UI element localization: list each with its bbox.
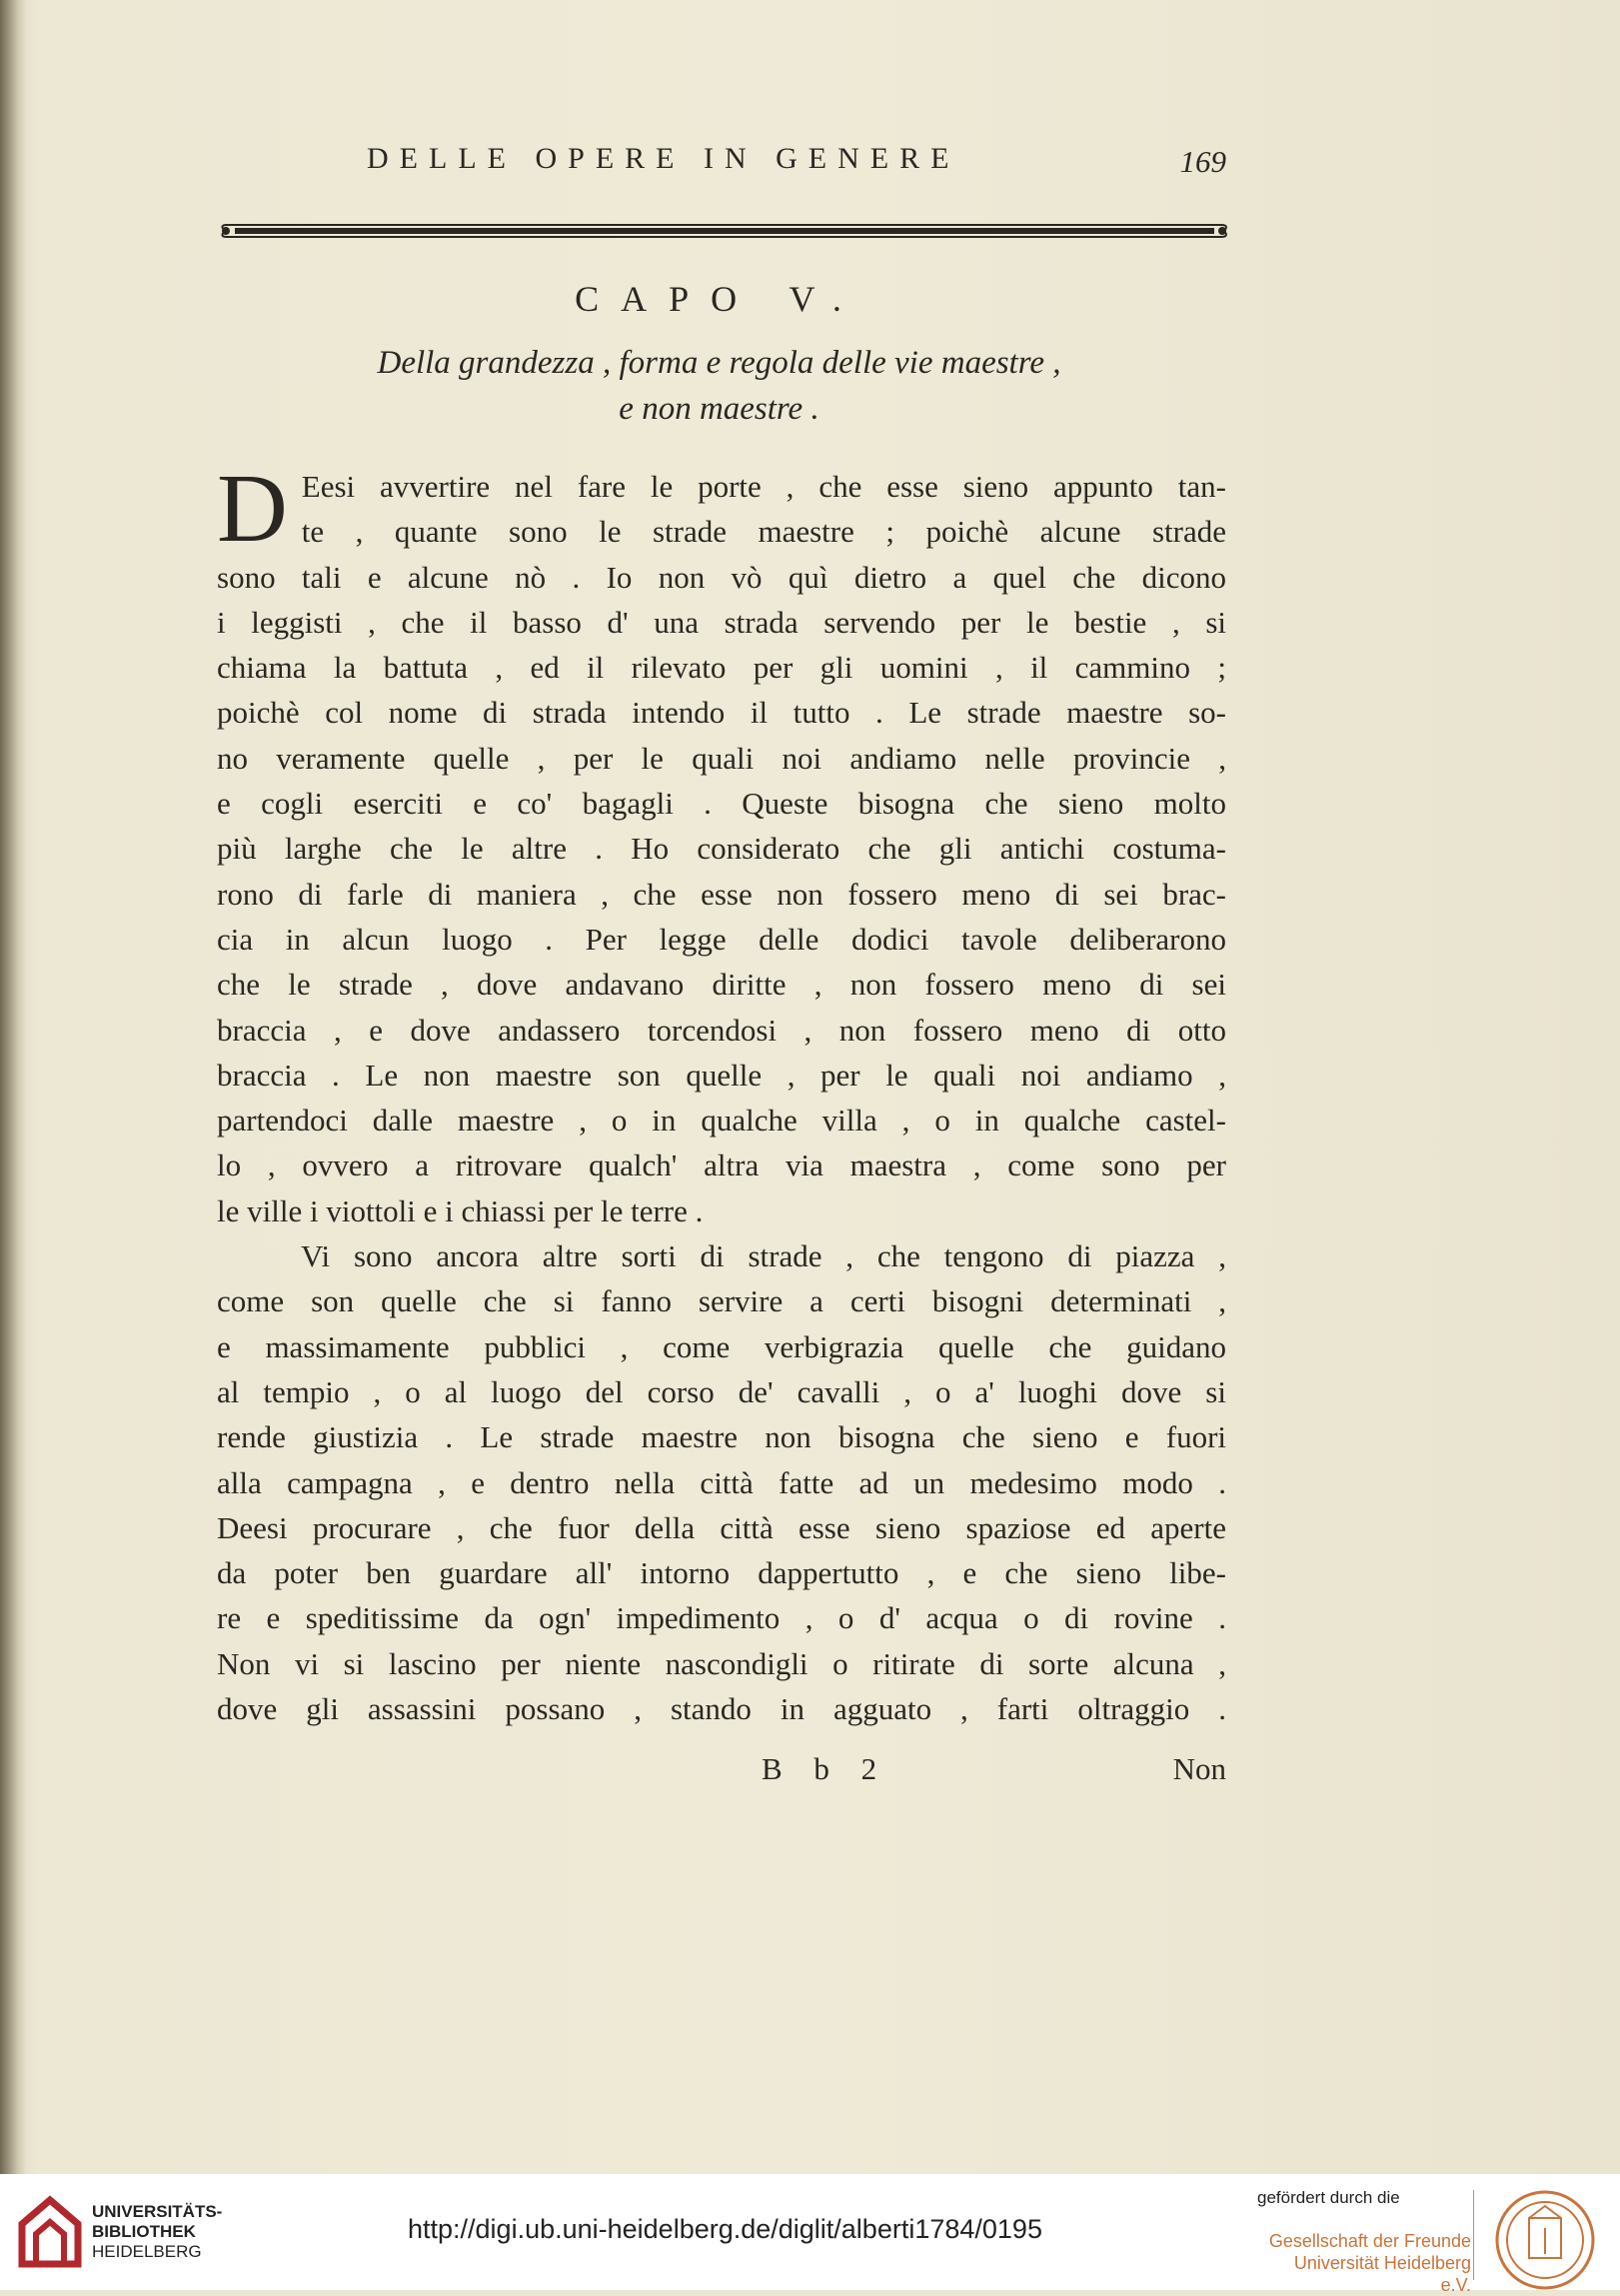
text-line-indented: Vi sono ancora altre sorti di strade , che tengono di piazza , bbox=[301, 1238, 1226, 1274]
text-line: braccia , e dove andassero torcendosi , non fossero meno di otto bbox=[217, 1012, 1226, 1048]
text-line: chiama la battuta , ed il rilevato per gli uomini , il cammino ; bbox=[217, 650, 1226, 686]
text-line: te , quante sono le strade maestre ; poichè alcune strade bbox=[301, 514, 1226, 550]
library-name-line-1: UNIVERSITÄTS- bbox=[92, 2202, 223, 2221]
text-line: al tempio , o al luogo del corso de' cavalli , o a' luoghi dove si bbox=[217, 1373, 1226, 1409]
text-line: Eesi avvertire nel fare le porte , che esse sieno appunto tan- bbox=[301, 469, 1226, 504]
subtitle-line-1: Della grandezza , forma e regola delle vie maestre , bbox=[377, 345, 1061, 381]
text-line: sono tali e alcune nò . Io non vò quì dietro a quel che dicono bbox=[217, 559, 1226, 595]
drop-cap: D bbox=[217, 455, 288, 563]
page-number: 169 bbox=[1179, 144, 1226, 179]
text-line: poichè col nome di strada intendo il tutto . Le strade maestre so- bbox=[217, 695, 1226, 731]
text-line: e massimamente pubblici , come verbigrazia quelle che guidano bbox=[217, 1328, 1226, 1364]
text-line: rono di farle di maniera , che esse non fossero meno di sei brac- bbox=[217, 876, 1226, 912]
ornamental-rule bbox=[217, 221, 1231, 241]
text-line: braccia . Le non maestre son quelle , per le quali noi andiamo , bbox=[217, 1057, 1226, 1093]
signature-mark: B b 2 bbox=[762, 1751, 889, 1786]
running-title: DELLE OPERE IN GENERE bbox=[367, 142, 960, 175]
catchword: Non bbox=[1172, 1751, 1226, 1786]
digitization-footer bbox=[0, 2174, 1620, 2295]
book-page bbox=[212, 0, 1226, 2174]
text-line: alla campagna , e dentro nella città fatte ad un medesimo modo . bbox=[217, 1464, 1226, 1500]
text-line: le ville i viottoli e i chiassi per le terre . bbox=[217, 1192, 704, 1228]
body-text bbox=[217, 455, 1226, 1731]
chapter-heading: CAPO V. bbox=[575, 279, 863, 319]
library-name-line-3: HEIDELBERG bbox=[92, 2242, 202, 2261]
text-line: Deesi procurare , che fuor della città esse sieno spaziose ed aperte bbox=[217, 1509, 1226, 1545]
text-line: partendoci dalle maestre , o in qualche villa , o in qualche castel- bbox=[217, 1103, 1226, 1139]
text-line: rende giustizia . Le strade maestre non bisogna che sieno e fuori bbox=[217, 1419, 1226, 1455]
sponsor-line-1: Gesellschaft der Freunde bbox=[1268, 2231, 1471, 2251]
page-foot bbox=[212, 1751, 1226, 1791]
text-line: e cogli eserciti e co' bagagli . Queste bisogna che sieno molto bbox=[217, 786, 1226, 822]
text-line: re e speditissime da ogn' impedimento , o d' acqua o di rovine . bbox=[217, 1600, 1226, 1636]
text-line: Non vi si lascino per niente nascondigli o ritirate di sorte alcuna , bbox=[217, 1645, 1226, 1681]
text-line: come son quelle che si fanno servire a certi bisogni determinati , bbox=[217, 1283, 1226, 1319]
university-library-name bbox=[92, 2202, 222, 2262]
sponsor-divider bbox=[1473, 2190, 1474, 2280]
book-binding-edge bbox=[0, 0, 26, 2174]
chapter-subtitle bbox=[212, 340, 1226, 432]
library-name-line-2: BIBLIOTHEK bbox=[92, 2222, 196, 2241]
funded-by-label: gefördert durch die bbox=[1257, 2188, 1400, 2207]
text-line: dove gli assassini possano , stando in agguato , farti oltraggio . bbox=[217, 1691, 1226, 1727]
subtitle-line-2: e non maestre . bbox=[619, 391, 819, 427]
text-line: più larghe che le altre . Ho considerato che gli antichi costuma- bbox=[217, 831, 1226, 867]
running-head bbox=[212, 142, 1226, 182]
text-line: i leggisti , che il basso d' una strada servendo per le bestie , si bbox=[217, 604, 1226, 640]
university-library-logo-icon bbox=[16, 2194, 84, 2270]
sponsor-line-2: Universität Heidelberg e.V. bbox=[1293, 2253, 1471, 2295]
text-line: cia in alcun luogo . Per legge delle dodici tavole deliberarono bbox=[217, 921, 1226, 957]
text-line: da poter ben guardare all' intorno dappertutto , e che sieno libe- bbox=[217, 1555, 1226, 1591]
text-line: lo , ovvero a ritrovare qualch' altra via maestra , come sono per bbox=[217, 1148, 1226, 1183]
permalink-url[interactable]: http://digi.ub.uni-heidelberg.de/diglit/alberti1784/0195 bbox=[408, 2214, 1042, 2244]
text-line: no veramente quelle , per le quali noi andiamo nelle provincie , bbox=[217, 740, 1226, 776]
sponsor-name bbox=[1261, 2230, 1471, 2296]
university-seal-icon bbox=[1493, 2188, 1597, 2292]
text-line: che le strade , dove andavano diritte , non fossero meno di sei bbox=[217, 967, 1226, 1003]
